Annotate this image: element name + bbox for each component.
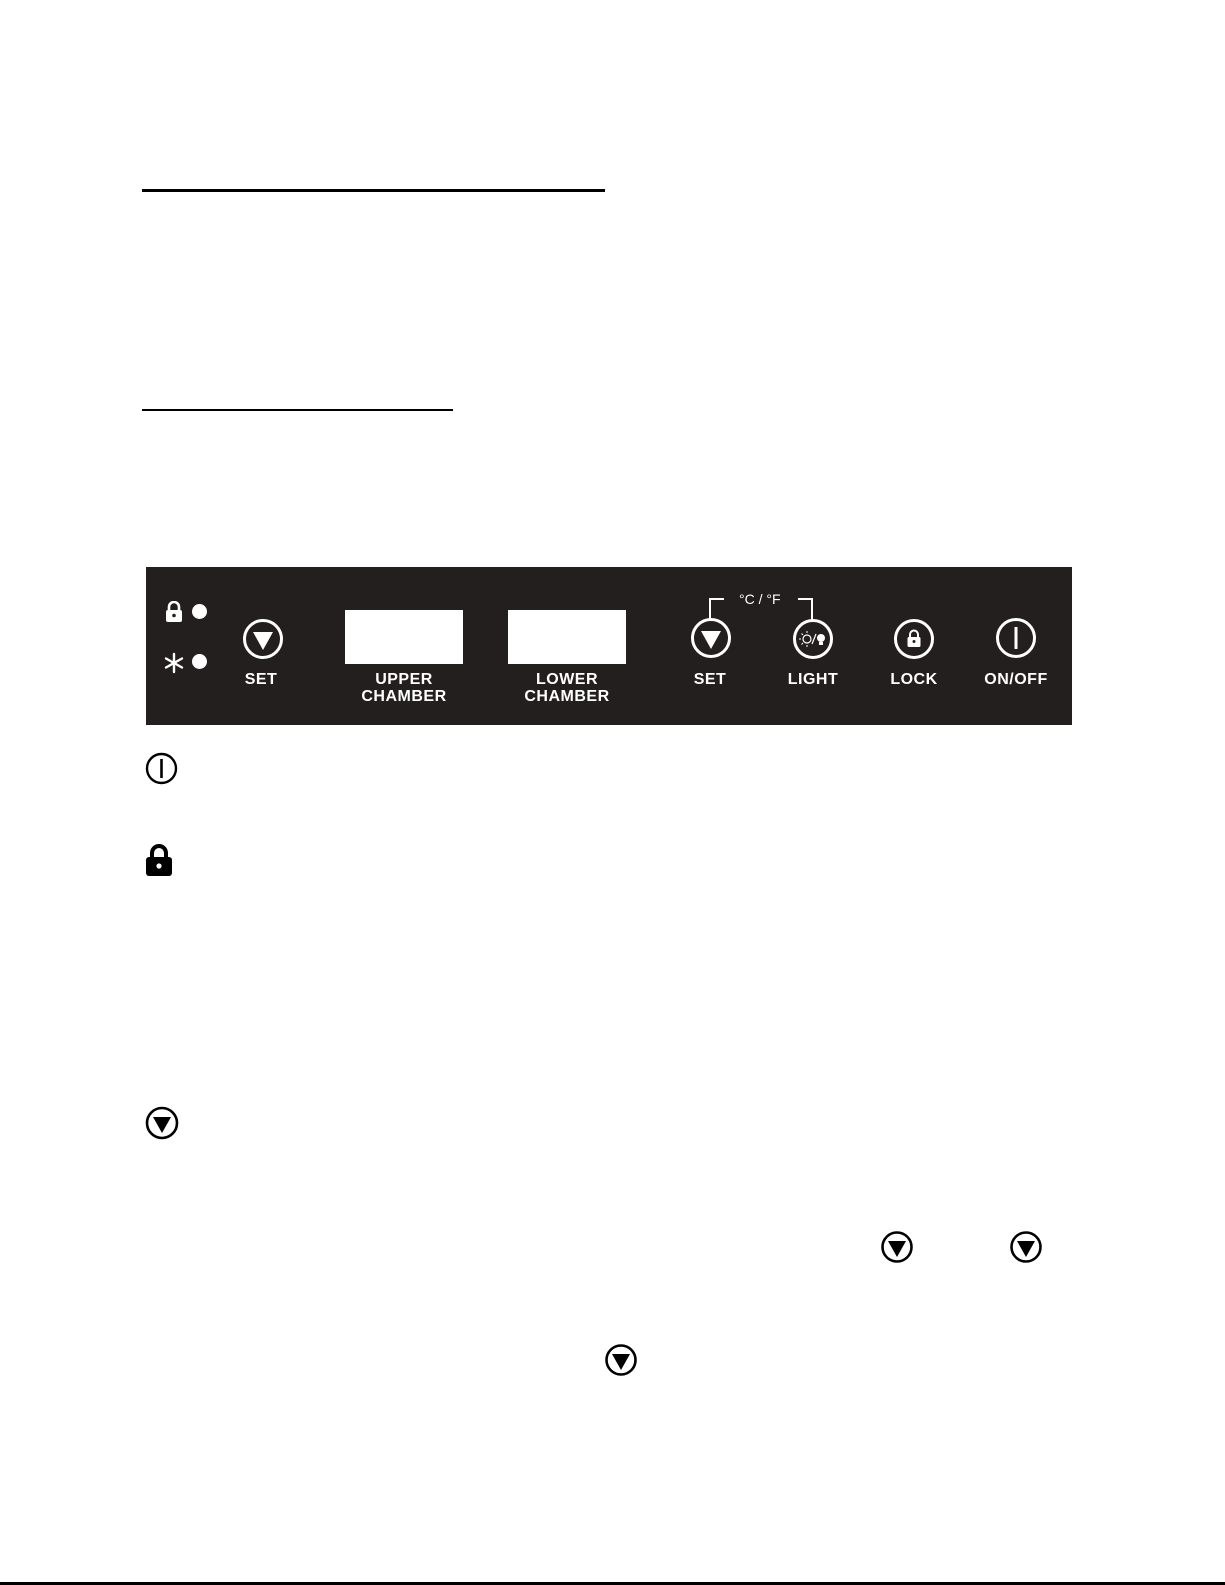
lower-chamber-display xyxy=(508,610,626,664)
triangle-down-icon xyxy=(1009,1230,1043,1264)
cooling-indicator-led xyxy=(192,654,207,669)
set-label-lower: SET xyxy=(693,671,727,688)
light-label: LIGHT xyxy=(787,671,839,688)
section-heading-underline xyxy=(142,189,605,192)
unit-toggle-label: °C / °F xyxy=(739,591,781,607)
light-bulb-icon xyxy=(799,628,827,650)
upper-chamber-label: UPPER CHAMBER xyxy=(361,671,447,705)
set-button-upper[interactable] xyxy=(243,619,283,659)
subsection-heading-underline xyxy=(142,409,453,411)
lock-indicator-led xyxy=(192,604,207,619)
lock-button[interactable] xyxy=(894,619,934,659)
lock-icon xyxy=(144,843,174,877)
light-button[interactable] xyxy=(793,619,833,659)
upper-chamber-display xyxy=(345,610,463,664)
power-icon xyxy=(145,752,178,785)
lock-indicator-icon xyxy=(164,601,184,623)
lock-icon xyxy=(906,629,922,649)
onoff-label: ON/OFF xyxy=(984,671,1048,688)
triangle-down-icon xyxy=(604,1343,638,1377)
lower-chamber-label: LOWER CHAMBER xyxy=(524,671,610,705)
control-panel xyxy=(146,567,1072,725)
triangle-down-icon xyxy=(145,1106,179,1140)
set-button-lower[interactable] xyxy=(691,618,731,658)
triangle-down-icon xyxy=(700,630,722,650)
lock-label: LOCK xyxy=(890,671,938,688)
power-icon xyxy=(1014,627,1018,649)
set-label-upper: SET xyxy=(244,671,278,688)
power-button[interactable] xyxy=(996,618,1036,658)
snowflake-icon xyxy=(163,652,185,674)
triangle-down-icon xyxy=(880,1230,914,1264)
triangle-down-icon xyxy=(252,631,274,651)
